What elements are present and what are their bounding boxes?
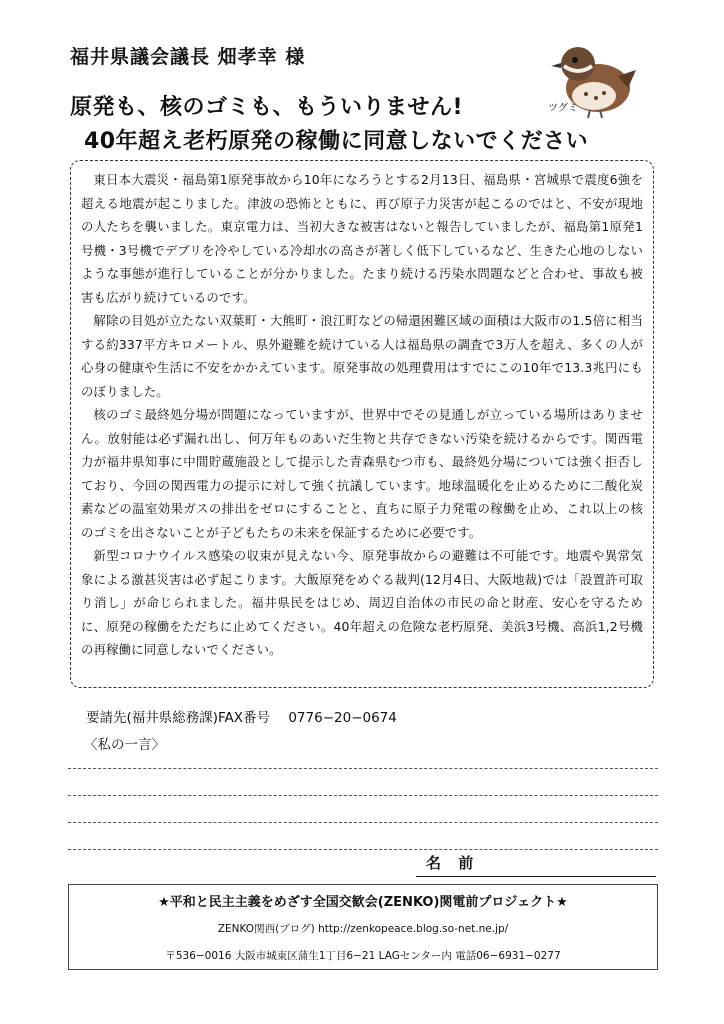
comment-line[interactable]	[68, 795, 658, 796]
fax-request	[86, 706, 397, 726]
fax-label: 要請先(福井県総務課)FAX番号	[86, 710, 271, 726]
paragraph-3: 核のゴミ最終処分場が問題になっていますが、世界中でその見通しが立っている場所はありません。放射能は必ず漏れ出し、何万年ものあいだ生物と共存できない汚染を続けるからです。関西電力が福井県知事に中間貯蔵施設として提示した青森県むつ市も、最終処分場については強く拒否しており、今回の関西電力の提示に対して強く抗議しています。地球温暖化を止めるために二酸化炭素などの温室効果ガスの排出をゼロにすることと、直ちに原子力発電の稼働を止め、これ以上の核のゴミを出さないことが子どもたちの未来を保証するために必要です。	[81, 407, 643, 540]
comment-line[interactable]	[68, 768, 658, 769]
appeal-body	[70, 160, 654, 688]
headline-line-2: 40年超え老朽原発の稼働に同意しないでください	[84, 129, 589, 154]
address-info: 〒536−0016 大阪市城東区蒲生1丁目6−21 LAGセンター内 電話06−6931−0277	[165, 950, 561, 962]
comment-label: 〈私の一言〉	[84, 737, 165, 753]
bird-caption: ツグミ	[548, 103, 578, 114]
paragraph-2: 解除の目処が立たない双葉町・大熊町・浪江町などの帰還困難区域の面積は大阪市の1.5倍に相当する約337平方キロメートル、県外避難を続けている人は福島県の調査で3万人を超え、多くの人が心身の健康や生活に不安をかかえています。原発事故の処理費用はすでにこの10年で13.3兆円にものぼりました。	[81, 313, 643, 399]
fax-number: 0776−20−0674	[288, 710, 397, 726]
addressee: 福井県議会議長 畑孝幸 様	[70, 46, 306, 68]
name-label: 名 前	[426, 854, 480, 872]
comment-line[interactable]	[68, 849, 658, 850]
paragraph-1: 東日本大震災・福島第1原発事故から10年になろうとする2月13日、福島県・宮城県で震度6強を超える地震が起こりました。津波の恐怖とともに、再び原子力災害が起こるのではと、不安が現地の人たちを襲いました。東京電力は、当初大きな被害はないと報告していましたが、福島第1原発1号機・3号機でデブリを冷やしている冷却水の高さが著しく低下しているなど、生きた心地のしないような事態が進行していることが分かりました。たまり続ける汚染水問題などと合わせ、事故も被害も広がり続けているのです。	[81, 172, 643, 305]
blog-info: ZENKO関西(ブログ) http://zenkopeace.blog.so-net.ne.jp/	[217, 923, 509, 935]
comment-line[interactable]	[68, 822, 658, 823]
name-field-line[interactable]	[416, 876, 656, 877]
headline-line-1: 原発も、核のゴミも、もういりません!	[70, 95, 464, 120]
organization-name: ★平和と民主主義をめざす全国交歓会(ZENKO)関電前プロジェクト★	[158, 895, 568, 910]
footer-box	[68, 884, 658, 970]
paragraph-4: 新型コロナウイルス感染の収束が見えない今、原発事故からの避難は不可能です。地震や異常気象による激甚災害は必ず起こります。大飯原発をめぐる裁判(12月4日、大阪地裁)では「設置許可取り消し」が命じられました。福井県民をはじめ、周辺自治体の市民の命と財産、安心を守るために、原発の稼働をただちに止めてください。40年超えの危険な老朽原発、美浜3号機、高浜1,2号機の再稼働に同意しないでください。	[81, 548, 644, 657]
